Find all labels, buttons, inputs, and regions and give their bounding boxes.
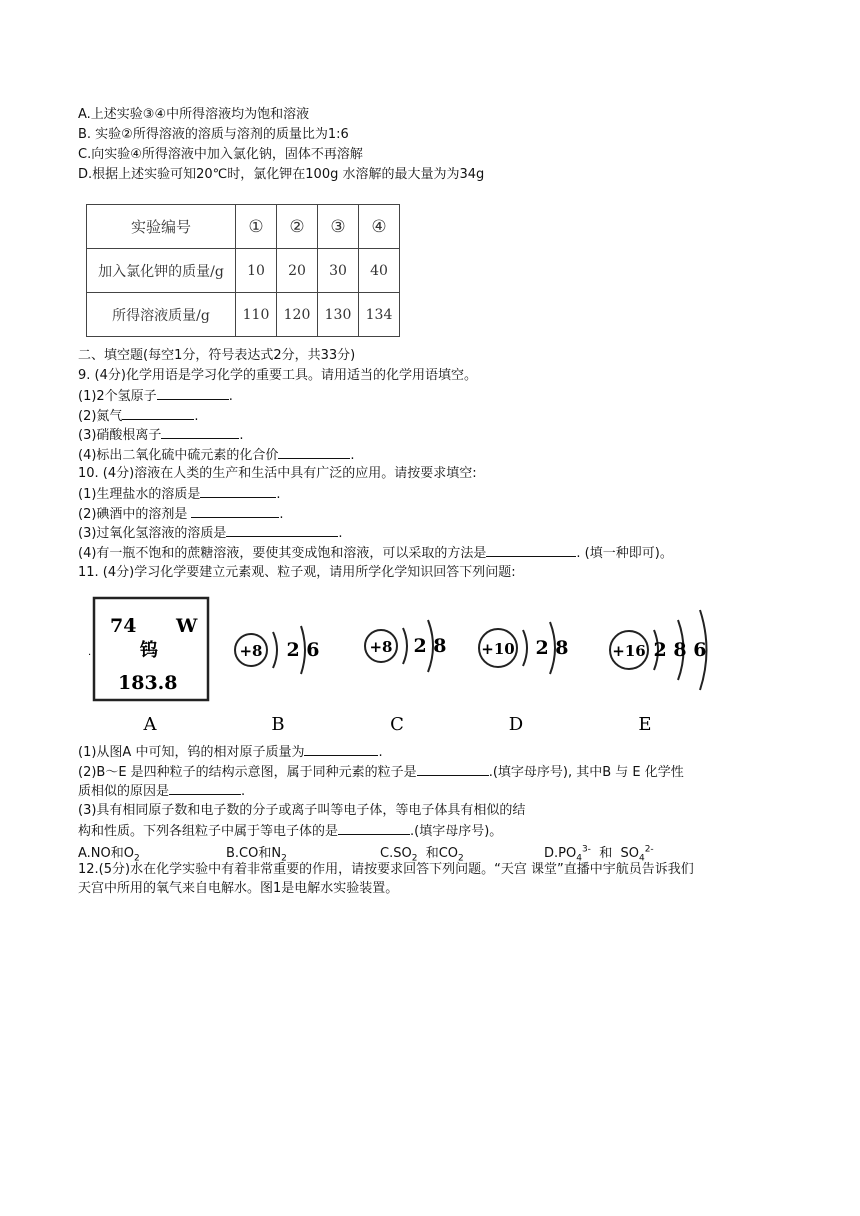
answer-blank[interactable] (169, 782, 241, 795)
svg-text:+8: +8 (239, 642, 263, 660)
svg-text:+8: +8 (369, 638, 393, 656)
table-row-label: 加入氯化钾的质量/g (87, 249, 236, 293)
fig-label-c: C (390, 714, 404, 735)
q12-line-1: 12.(5分)水在化学实验中有着非常重要的作用，请按要求回答下列问题。“天宫 课堂”直播中宇航员告诉我们 (78, 862, 694, 877)
q11-sub-3a: (3)具有相同原子数和电子数的分子或离子叫等电子体，等电子体具有相似的结 (78, 803, 526, 818)
q9-item-2: (2)氮气 . (78, 409, 199, 424)
element-card (94, 598, 208, 700)
svg-text:2 8: 2 8 (413, 635, 447, 657)
answer-blank[interactable] (226, 524, 338, 537)
table-header-cell: ① (236, 205, 277, 249)
atomic-mass: 183.8 (118, 672, 178, 694)
experiment-table (86, 204, 400, 337)
answer-blank[interactable] (191, 505, 279, 518)
table-header-cell: ④ (359, 205, 400, 249)
answer-blank[interactable] (304, 743, 378, 756)
answer-blank[interactable] (417, 763, 489, 776)
answer-blank[interactable] (278, 446, 350, 459)
particle-d (479, 622, 569, 674)
table-cell: 20 (277, 249, 318, 293)
section-title: 二、填空题(每空1分，符号表达式2分，共33分) (78, 348, 356, 363)
table-cell: 10 (236, 249, 277, 293)
q9-item-3: (3)硝酸根离子 . (78, 428, 244, 443)
fig-label-a: A (143, 714, 157, 735)
fig-label-d: D (508, 714, 524, 735)
table-row-label: 所得溶液质量/g (87, 293, 236, 337)
q8-option-b: B. 实验②所得溶液的溶质与溶剂的质量比为1:6 (78, 127, 349, 142)
particle-e (610, 610, 707, 690)
q8-option-c: C.向实验④所得溶液中加入氯化钠，固体不再溶解 (78, 147, 363, 162)
answer-blank[interactable] (200, 485, 276, 498)
particle-b (235, 626, 320, 674)
svg-text:+16: +16 (612, 642, 646, 660)
q12-line-2: 天宫中所用的氧气来自电解水。图1是电解水实验装置。 (78, 881, 399, 896)
table-cell: 134 (359, 293, 400, 337)
atomic-structure-figure (88, 590, 728, 740)
q8-option-a: A.上述实验③④中所得溶液均为饱和溶液 (78, 107, 310, 122)
q9-item-4: (4)标出二氧化硫中硫元素的化合价 . (78, 448, 355, 463)
table-cell: 110 (236, 293, 277, 337)
table-cell: 30 (318, 249, 359, 293)
option-c: $C.SO_2$ 和$CO_2$ (380, 846, 464, 864)
option-a: A.NO和$O_2$ (78, 846, 140, 864)
element-name: 钨 (140, 640, 158, 661)
q11-sub-1: (1)从图A 中可知，钨的相对原子质量为 . (78, 745, 383, 760)
q10-item-4: (4)有一瓶不饱和的蔗糖溶液，要使其变成饱和溶液，可以采取的方法是 . (填一种即可)。 (78, 546, 673, 561)
svg-text:2 8: 2 8 (535, 637, 569, 659)
option-d: $D.PO_4^{3-}$ 和 $SO_4^{2-}$ (544, 845, 654, 864)
answer-blank[interactable] (338, 822, 410, 835)
q11-sub-3b: 构和性质。下列各组粒子中属于等电子体的是 .(填字母序号)。 (78, 824, 503, 839)
q10-stem: 10. (4分)溶液在人类的生产和生活中具有广泛的应用。请按要求填空: (78, 466, 477, 481)
q9-item-1: (1)2个氢原子 . (78, 389, 233, 404)
answer-blank[interactable] (486, 544, 576, 557)
table-row (87, 249, 400, 293)
table-row (87, 205, 400, 249)
fig-label-b: B (271, 714, 285, 735)
svg-text:2 8 6: 2 8 6 (653, 639, 707, 661)
option-b: B.CO和$N_2$ (226, 846, 287, 864)
svg-text:2 6: 2 6 (286, 639, 320, 661)
table-row (87, 293, 400, 337)
table-header-cell: ② (277, 205, 318, 249)
fig-label-e: E (638, 714, 652, 735)
answer-blank[interactable] (122, 407, 194, 420)
q8-option-d: D.根据上述实验可知20℃时，氯化钾在100g 水溶解的最大量为为34g (78, 167, 485, 182)
svg-text:+10: +10 (481, 640, 515, 658)
table-cell: 40 (359, 249, 400, 293)
atomic-number: 74 (110, 615, 137, 637)
answer-blank[interactable] (161, 426, 239, 439)
q10-item-3: (3)过氧化氢溶液的溶质是 . (78, 526, 343, 541)
table-header-cell: 实验编号 (87, 205, 236, 249)
table-header-cell: ③ (318, 205, 359, 249)
q9-stem: 9. (4分)化学用语是学习化学的重要工具。请用适当的化学用语填空。 (78, 368, 477, 383)
svg-text:·: · (88, 650, 92, 661)
q10-item-2: (2)碘酒中的溶剂是 . (78, 507, 284, 522)
answer-blank[interactable] (157, 387, 229, 400)
q11-stem: 11. (4分)学习化学要建立元素观、粒子观，请用所学化学知识回答下列问题: (78, 565, 516, 580)
q11-sub-2a: (2)B～E 是四种粒子的结构示意图，属于同种元素的粒子是 .(填字母序号), 其中B 与 E 化学性 (78, 765, 684, 780)
element-symbol: W (176, 615, 198, 637)
q10-item-1: (1)生理盐水的溶质是 . (78, 487, 281, 502)
particle-c (365, 620, 447, 672)
table-cell: 130 (318, 293, 359, 337)
q11-sub-2c: 质相似的原因是 . (78, 784, 246, 799)
table-cell: 120 (277, 293, 318, 337)
